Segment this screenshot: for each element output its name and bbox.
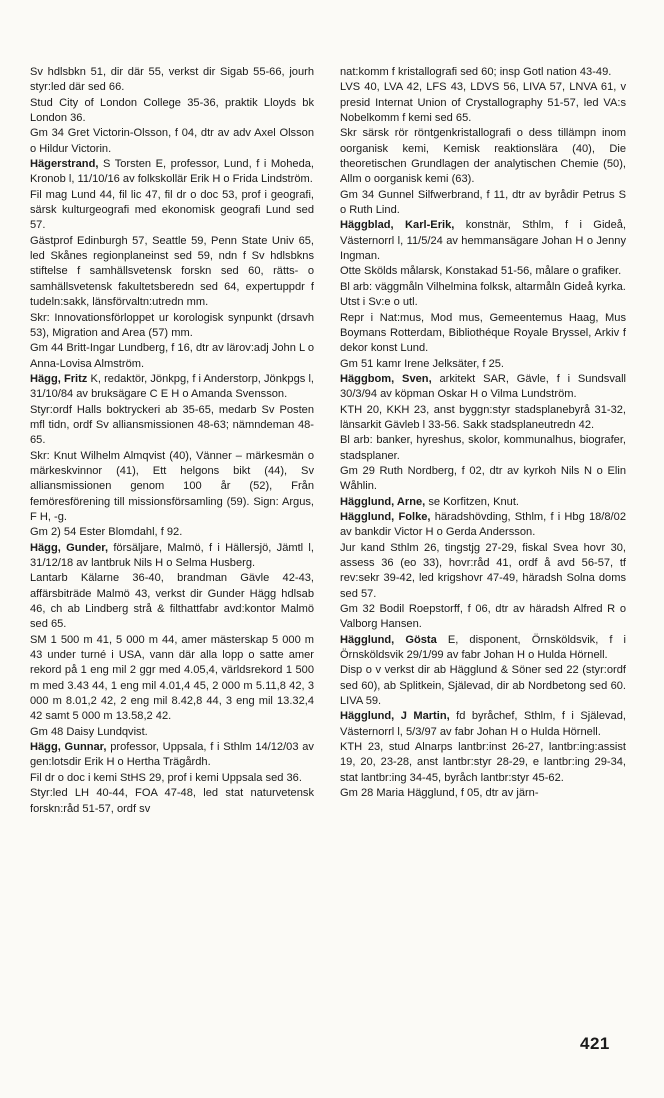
entry-text: Gm 44 Britt-Ingar Lundberg, f 16, dtr av lärov:adj John L o Anna-Lovisa Almström. <box>30 342 314 370</box>
entry-text: Lantarb Kälarne 36-40, brandman Gävle 42-43, affärsbiträde Malmö 43, verkst dir Gunder Hägg hdlsab 46, ch ab Lindberg strå & filthattfabr avd:kontor Malmö sed 65. <box>30 572 314 631</box>
entry-text: E, disponent, Örnsköldsvik, f i Örnsköldsvik 29/1/99 av fabr Johan H o Hulda Hörnell. <box>340 633 627 662</box>
entry-text: SM 1 500 m 41, 5 000 m 44, amer mästerskap 5 000 m 43 under turné i USA, vann där alla lopp o satte amer rekord på 1 eng mil 2 ggr med 4.05,4, världsrekord 1 500 m med 3.43 44, 1 eng mil 4.01,4 45, 2 000 m 5.11,8 42, 3 000 m 8.01,2 42, 2 eng mil 8.42,8 44, 3 eng mil 13.32,4 42 samt 5 000 m 13.58,2 42. <box>30 633 314 723</box>
entry-text: nat:komm f kristallografi sed 60; insp Gotl nation 43-49. <box>340 66 612 78</box>
biography-paragraph <box>340 80 626 126</box>
entry-text: Jur kand Sthlm 26, tingstjg 27-29, fiskal Svea hovr 30, assess 36 (eo 33), hovr:råd 41, ordf å avd 56-57, tf rev:sekr 39-42, led krigshovr 47-49, häradsh Solna doms sed 57. <box>340 541 626 600</box>
entry-name: Häggblad, Karl-Erik, <box>340 219 455 232</box>
biography-paragraph <box>30 96 314 127</box>
entry-text: Gm 34 Gret Victorin-Olsson, f 04, dtr av adv Axel Olsson o Hildur Victorin. <box>30 127 314 155</box>
right-column <box>340 65 626 802</box>
entry-text: K, redaktör, Jönkpg, f i Anderstorp, Jönkpgs l, 31/10/84 av bruksägare C E H o Amanda Svensson. <box>30 372 314 401</box>
biography-paragraph <box>30 65 314 96</box>
biography-paragraph <box>340 541 626 602</box>
biography-paragraph <box>340 433 626 464</box>
entry-text: Skr: Innovationsförloppet ur korologisk synpunkt (drsavh 53), Migration and Area (57) mm. <box>30 311 314 339</box>
biography-paragraph <box>30 126 314 157</box>
entry-text: Stud City of London College 35-36, praktik Lloyds bk London 36. <box>30 96 314 125</box>
entry-text: Skr: Knut Wilhelm Almqvist (40), Vänner – märkesmän o märkeskvinnor (41), Ett helgons bikt (44), Sv alliansmissionen genom 100 år (52), Från femöresförening till missionsförsamling (59). Sign: Argus, F H, -g. <box>30 449 314 523</box>
biography-paragraph <box>30 372 314 403</box>
entry-name: Hägg, Gunnar, <box>30 741 107 754</box>
biography-paragraph <box>30 234 314 311</box>
entry-text: Sv hdlsbkn 51, dir där 55, verkst dir Sigab 55-66, jourh styr:led där sed 66. <box>30 66 314 94</box>
entry-text: Gm 29 Ruth Nordberg, f 02, dtr av kyrkoh Nils N o Elin Wåhlin. <box>340 464 626 493</box>
left-column <box>30 65 314 817</box>
entry-name: Hägerstrand, <box>30 158 99 171</box>
biography-paragraph <box>30 449 314 526</box>
biography-paragraph <box>340 311 626 357</box>
entry-text: professor, Uppsala, f i Sthlm 14/12/03 av gen:lotsdir Erik H o Hertha Trägårdh. <box>30 741 314 769</box>
entry-text: Gm 48 Daisy Lundqvist. <box>30 725 148 738</box>
entry-text: KTH 23, stud Alnarps lantbr:inst 26-27, lantbr:ing:assist 19, 20, 23-28, anst lantbr:styr 28-29, e lantbr:ing 29-34, stat lantbr:ing 34-45, byråch lantbr:styr 45-62. <box>340 741 626 784</box>
entry-text: KTH 20, KKH 23, anst byggn:styr stadsplanebyrå 31-32, länsarkit Gävleb l 33-56. Sakk stadsplaneutredn 42. <box>340 403 626 431</box>
entry-text: Fil mag Lund 44, fil lic 47, fil dr o doc 53, prof i geografi, särsk kulturgeografi med ekonomisk geografi Lund sed 57. <box>30 188 314 232</box>
entry-text: Otte Skölds målarsk, Konstakad 51-56, målare o grafiker. <box>340 265 622 278</box>
entry-name: Hägg, Gunder, <box>30 541 109 554</box>
entry-name: Häggbom, Sven, <box>340 372 432 385</box>
entry-name: Hägg, Fritz <box>30 372 88 385</box>
biography-paragraph <box>340 510 626 541</box>
entry-text: arkitekt SAR, Gävle, f i Sundsvall 30/3/94 av köpman Oskar H o Vilma Lundström. <box>340 372 626 401</box>
biography-paragraph <box>340 464 626 495</box>
biography-paragraph <box>30 633 314 725</box>
page-number: 421 <box>580 1034 610 1053</box>
entry-text: Bl arb: väggmåln Vilhelmina folksk, altarmåln Gideå kyrka. <box>340 280 626 293</box>
biography-paragraph <box>340 65 626 80</box>
biography-paragraph <box>30 725 314 740</box>
entry-name: Hägglund, Folke, <box>340 510 431 523</box>
entry-text: se Korfitzen, Knut. <box>425 495 519 508</box>
biography-paragraph <box>340 188 626 219</box>
entry-text: Gm 32 Bodil Roepstorff, f 06, dtr av häradsh Alfred R o Valborg Hansen. <box>340 603 626 631</box>
entry-text: Utst i Sv:e o utl. <box>340 296 418 309</box>
biography-paragraph <box>30 403 314 449</box>
entry-text: Gm 51 kamr Irene Jelksäter, f 25. <box>340 357 505 370</box>
biography-paragraph <box>340 495 626 510</box>
entry-text: S Torsten E, professor, Lund, f i Moheda, Kronob l, 11/10/16 av folkskollär Erik H o Frida Lindström. <box>30 158 314 186</box>
biography-paragraph <box>340 740 626 786</box>
biography-paragraph <box>340 663 626 709</box>
entry-text: konstnär, Sthlm, f i Gideå, Västernorrl l, 11/5/24 av hemmansägare Johan H o Jenny Ingman. <box>340 219 626 263</box>
biography-paragraph <box>340 372 626 403</box>
biography-paragraph <box>30 157 314 188</box>
entry-name: Hägglund, Arne, <box>340 495 426 508</box>
biography-paragraph <box>340 295 626 310</box>
biography-paragraph <box>30 771 314 786</box>
entry-text: försäljare, Malmö, f i Hällersjö, Jämtl l, 31/12/18 av lantbruk Nils H o Selma Husberg. <box>30 541 314 569</box>
biography-paragraph <box>340 633 626 664</box>
entry-text: Fil dr o doc i kemi StHS 29, prof i kemi Uppsala sed 36. <box>30 771 302 784</box>
entry-name: Hägglund, J Martin, <box>340 710 450 723</box>
biography-paragraph <box>30 541 314 572</box>
biography-paragraph <box>340 218 626 264</box>
biography-paragraph <box>30 571 314 632</box>
entry-text: Gm 34 Gunnel Silfwerbrand, f 11, dtr av byrådir Petrus S o Ruth Lind. <box>340 188 626 217</box>
entry-text: Repr i Nat:mus, Mod mus, Gemeentemus Haag, Mus Boymans Rotterdam, Bibliothéque Royale Bryssel, Arkiv f dekor konst Lund. <box>340 311 626 355</box>
biography-paragraph <box>340 280 626 295</box>
entry-text: Gm 28 Maria Hägglund, f 05, dtr av järn- <box>340 787 539 800</box>
entry-text: Bl arb: banker, hyreshus, skolor, kommunalhus, biografer, stadsplaner. <box>340 434 626 462</box>
biography-paragraph <box>30 341 314 372</box>
biography-paragraph <box>30 311 314 342</box>
entry-text: fd byråchef, Sthlm, f i Själevad, Västernorrl l, 5/3/97 av fabr Johan H o Hulda Hörnell. <box>340 710 626 738</box>
entry-text: Styr:led LH 40-44, FOA 47-48, led stat naturvetensk forskn:råd 51-57, ordf sv <box>30 787 314 815</box>
biography-paragraph <box>340 786 626 801</box>
biography-paragraph <box>30 525 314 540</box>
entry-text: LVS 40, LVA 42, LFS 43, LDVS 56, LIVA 57, LNVA 61, v presid Internat Union of Crystallography 51-57, led VA:s Nobelkomm f kemi sed 65. <box>340 81 626 125</box>
biography-paragraph <box>30 740 314 771</box>
biography-paragraph <box>30 786 314 817</box>
biography-paragraph <box>340 602 626 633</box>
entry-name: Hägglund, Gösta <box>340 633 437 646</box>
biography-paragraph <box>340 357 626 372</box>
biography-paragraph <box>30 188 314 234</box>
biography-paragraph <box>340 709 626 740</box>
entry-text: Styr:ordf Halls boktryckeri ab 35-65, medarb Sv Posten mfl tidn, ordf Sv alliansmissionen 48-63; nämndeman 48-65. <box>30 403 314 447</box>
entry-text: Gästprof Edinburgh 57, Seattle 59, Penn State Univ 65, led Skånes regionplaneinst sed 59, ndn f Sv hdlsbkns stiftelse f samhällsvetensk forskn sed 60, rätts- o samhällsvetensk fakultetsberedn sed 64, expertuppdr f tudeln:sakk, länsförvaltn:utredn mm. <box>30 234 314 309</box>
entry-text: Gm 2) 54 Ester Blomdahl, f 92. <box>30 526 183 539</box>
entry-text: häradshövding, Sthlm, f i Hbg 18/8/02 av bankdir Victor H o Gerda Andersson. <box>340 510 626 539</box>
biography-paragraph <box>340 126 626 187</box>
biography-paragraph <box>340 403 626 434</box>
biography-paragraph <box>340 264 626 279</box>
entry-text: Disp o v verkst dir ab Hägglund & Söner sed 22 (styr:ordf sed 60), ab Splitkein, Själevad, dir ab Nordbetong sed 60. LIVA 59. <box>340 664 626 708</box>
entry-text: Skr särsk rör röntgenkristallografi o dess tillämpn inom oorganisk kemi, Kemisk reaktionslära (40), Die theoretischen Grundlagen der analytischen Chemie (50), Allm o oorganisk kemi (63). <box>340 127 626 186</box>
